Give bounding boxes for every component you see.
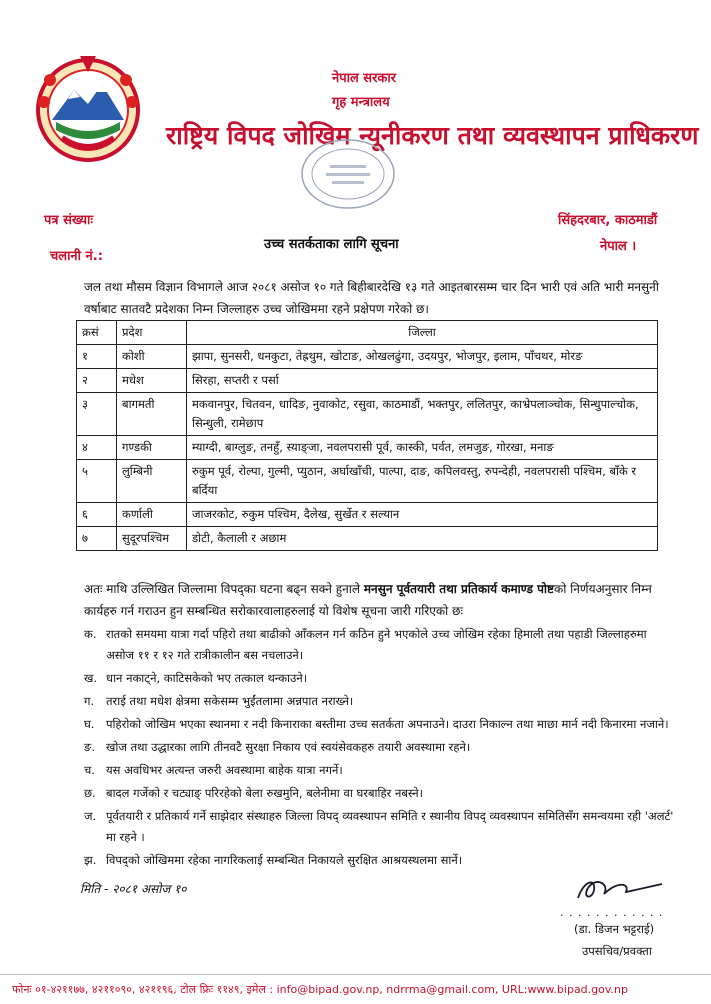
list-item [84,783,674,804]
row-districts: सिरहा, सप्तरी र पर्सा [187,369,658,393]
table-header-districts: जिल्ला [187,321,658,345]
item-text: रातको समयमा यात्रा गर्दा पहिरो तथा बाढीको आँकलन गर्न कठिन हुने भएकोले उच्च जोखिम रहेका हिमाली तथा पहाडी जिल्लाहरुमा असोज ११ र १२ गते रात्रीकालीन बस नचलाउने। [106,627,647,662]
notice-paragraph [84,578,664,622]
item-text: पूर्वतयारी र प्रतिकार्य गर्ने साझेदार संस्थाहरु जिल्ला विपद् व्यवस्थापन समिति र स्थानीय विपद् व्यवस्थापन समितिसँग समन्वयमा रही 'अलर्ट' मा रहने । [106,809,674,844]
table-row [77,503,658,527]
row-sn: ४ [77,436,117,460]
row-districts: रुकुम पूर्व, रोल्पा, गुल्मी, प्युठान, अर्घाखाँची, पाल्पा, दाङ, कपिलवस्तु, रुपन्देही, नवलपरासी पश्चिम, बाँके र बर्दिया [187,460,658,503]
row-sn: १ [77,345,117,369]
item-label: ख. [84,671,98,685]
row-province: लुम्बिनी [117,460,187,503]
letter-number-label: पत्र संख्याः [44,213,94,228]
footer [0,974,711,1004]
table-row [77,527,658,551]
list-item [84,624,674,666]
table-row [77,460,658,503]
list-item [84,668,674,689]
signatory-title: उपसचिव/प्रवक्ता [582,944,652,958]
gov-name: नेपाल सरकार [332,71,397,86]
list-item [84,737,674,758]
table-row [77,393,658,436]
row-sn: ६ [77,503,117,527]
location-line1: सिंहदरबार, काठमाडौं [558,213,658,228]
table-header-sn: क्रसं [77,321,117,345]
row-districts: झापा, सुनसरी, धनकुटा, तेह्रथुम, खोटाङ, ओखलढुंगा, उदयपुर, भोजपुर, इलाम, पाँचथर, मोरङ [187,345,658,369]
list-item [84,691,674,712]
table-header-province: प्रदेश [117,321,187,345]
item-text: धान नकाट्ने, काटिसकेको भए तत्काल थन्काउने। [106,671,308,685]
signature-line: . . . . . . . . . . . . [560,906,664,919]
dispatch-number-label: चलानी नं.: [50,249,103,264]
table-header-row [77,321,658,345]
item-label: ङ. [84,740,95,754]
table-row [77,436,658,460]
row-province: बागमती [117,393,187,436]
item-text: पहिरोको जोखिम भएका स्थानमा र नदी किनाराका बस्तीमा उच्च सतर्कता अपनाउने। दाउरा निकाल्न तथा माछा मार्न नदी किनारमा नजाने। [106,717,669,731]
list-item [84,760,674,781]
row-districts: जाजरकोट, रुकुम पश्चिम, दैलेख, सुर्खेत र सल्यान [187,503,658,527]
location-line2: नेपाल । [600,239,637,254]
row-sn: ७ [77,527,117,551]
item-label: झ. [84,853,97,867]
intro-paragraph: जल तथा मौसम विज्ञान विभागले आज २०८१ असोज १० गते बिहीबारदेखि १३ गते आइतबारसम्म चार दिन भारी एवं अति भारी मनसुनी वर्षाबाट सातवटै प्रदेशका निम्न जिल्लाहरु उच्च जोखिममा रहने प्रक्षेपण गरेको छ। [84,280,659,316]
nepal-emblem-icon [32,52,144,164]
authority-name: राष्ट्रिय विपद जोखिम न्यूनीकरण तथा व्यवस्थापन प्राधिकरण [166,121,699,150]
item-text: यस अवधिभर अत्यन्त जरुरी अवस्थामा बाहेक यात्रा नगर्ने। [106,763,343,777]
row-districts: डोटी, कैलाली र अछाम [187,527,658,551]
row-province: कोशी [117,345,187,369]
district-table [76,320,658,551]
table-row [77,345,658,369]
row-sn: २ [77,369,117,393]
item-label: ज. [84,809,97,823]
row-province: गण्डकी [117,436,187,460]
row-sn: ५ [77,460,117,503]
ministry-name: गृह मन्त्रालय [332,95,390,110]
list-item [84,714,674,735]
item-text: विपद्को जोखिममा रहेका नागरिकलाई सम्बन्धित निकायले सुरक्षित आश्रयस्थलमा सार्ने। [106,853,463,867]
item-label: क. [84,627,97,641]
row-sn: ३ [77,393,117,436]
command-post-name: मनसुन पूर्वतयारी तथा प्रतिकार्य कमाण्ड पोष्ट [363,582,555,596]
row-province: कर्णाली [117,503,187,527]
instruction-list [84,624,674,873]
row-province: सुदूरपश्चिम [117,527,187,551]
item-text: तराई तथा मधेश क्षेत्रमा सकेसम्म भुईंतलामा अन्नपात नराख्ने। [106,694,354,708]
item-label: च. [84,763,95,777]
table-row [77,369,658,393]
row-districts: मकवानपुर, चितवन, धादिङ, नुवाकोट, रसुवा, काठमाडौं, भक्तपुर, ललितपुर, काभ्रेपलाञ्चोक, सिन्धुपाल्चोक, सिन्धुली, रामेछाप [187,393,658,436]
notice-text-after: को निर्णयअनुसार निम्न कार्यहरु गर्न गराउन हुन सम्बन्धित सरोकारवालाहरुलाई यो विशेष सूचना जारी गरिएको छः [84,582,652,618]
item-label: घ. [84,717,95,731]
item-text: खोज तथा उद्धारका लागि तीनवटै सुरक्षा निकाय एवं स्वयंसेवकहरु तयारी अवस्थामा रहने। [106,740,471,754]
list-item [84,806,674,848]
item-label: ग. [84,694,95,708]
list-item [84,850,674,871]
footer-contact: फोनः ०१-४२११७७, ४२११०९०, ४२११९६, टोल फ्रिः ११४९, इमेल : info@bipad.gov.np, ndrrma@gmail.com, URL:www.bipad.gov.np [12,983,628,996]
official-seal-icon [298,135,398,213]
notice-text-before: अतः माथि उल्लिखित जिल्लामा विपद्का घटना बढ्न सक्ने हुनाले [84,582,364,596]
signature-icon [570,872,670,908]
signatory-name: (डा. डिजन भट्टराई) [574,922,655,936]
item-text: बादल गर्जेको र चट्याङ् परिरहेको बेला रुखमुनि, बलेनीमा वा घरबाहिर नबस्ने। [106,786,424,800]
row-province: मधेश [117,369,187,393]
issue-date: मिति - २०८१ असोज १० [80,882,187,896]
item-label: छ. [84,786,96,800]
row-districts: म्याग्दी, बाग्लुङ, तनहुँ, स्याङ्जा, नवलपरासी पूर्व, कास्की, पर्वत, लमजुङ, गोरखा, मनाङ [187,436,658,460]
subject-heading: उच्च सतर्कताका लागि सूचना [264,237,399,252]
